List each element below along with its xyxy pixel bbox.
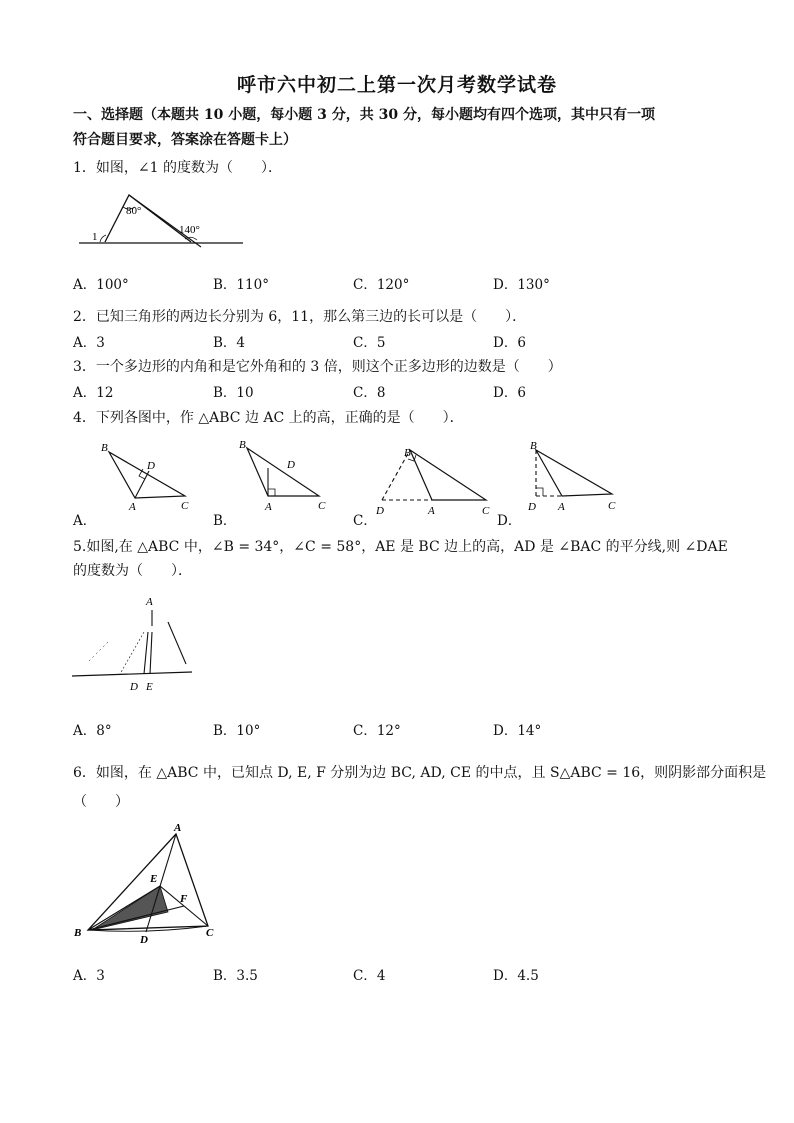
q6-option-b[interactable]: B．3.5 bbox=[213, 968, 258, 984]
q6-label-a: A bbox=[174, 822, 182, 834]
q4c-label-d: D bbox=[376, 505, 384, 517]
q2-option-c[interactable]: C．5 bbox=[353, 335, 386, 351]
question-1-figure bbox=[73, 185, 253, 250]
q6-label-d: D bbox=[140, 934, 148, 946]
q1-label-1: 1 bbox=[92, 231, 98, 243]
q5-label-a: A bbox=[146, 596, 153, 608]
q2-option-a[interactable]: A．3 bbox=[73, 335, 105, 351]
q5-label-e: E bbox=[146, 681, 153, 693]
question-5-figure bbox=[68, 592, 198, 697]
q4a-label-c: C bbox=[181, 500, 189, 512]
q3-option-b[interactable]: B．10 bbox=[213, 385, 254, 401]
section-heading-line2: 符合题目要求，答案涂在答题卡上） bbox=[73, 132, 297, 148]
q3-option-c[interactable]: C．8 bbox=[353, 385, 386, 401]
q3-option-d[interactable]: D．6 bbox=[493, 385, 526, 401]
q2-option-b[interactable]: B．4 bbox=[213, 335, 246, 351]
q6-option-c[interactable]: C．4 bbox=[353, 968, 386, 984]
q6-label-c: C bbox=[206, 927, 214, 939]
q4a-label-b: B bbox=[101, 442, 108, 454]
question-5-stem-line2: 的度数为（ ）． bbox=[73, 563, 192, 579]
q4b-label-d: D bbox=[287, 459, 295, 471]
q1-option-d[interactable]: D．130° bbox=[493, 277, 550, 293]
q4-figure-a bbox=[95, 438, 205, 518]
q1-label-140: 140° bbox=[179, 224, 200, 236]
q3-option-a[interactable]: A．12 bbox=[73, 385, 114, 401]
q4d-label-a: A bbox=[558, 501, 565, 513]
q6-option-a[interactable]: A．3 bbox=[73, 968, 105, 984]
q1-label-80: 80° bbox=[126, 205, 142, 217]
q6-label-b: B bbox=[74, 927, 82, 939]
q1-option-b[interactable]: B．110° bbox=[213, 277, 269, 293]
q4b-label-c: C bbox=[318, 500, 326, 512]
q4-figure-b bbox=[235, 436, 335, 518]
question-1-stem: 1．如图，∠1 的度数为（ ）． bbox=[73, 160, 282, 176]
q1-option-a[interactable]: A．100° bbox=[73, 277, 129, 293]
q6-label-e: E bbox=[150, 873, 158, 885]
q4-option-d[interactable]: D． bbox=[497, 513, 522, 529]
q4d-label-b: B bbox=[530, 440, 537, 452]
page-title: 呼市六中初二上第一次月考数学试卷 bbox=[236, 74, 557, 96]
q4c-label-a: A bbox=[428, 505, 435, 517]
q6-shaded-region bbox=[92, 886, 168, 930]
q6-option-d[interactable]: D．4.5 bbox=[493, 968, 539, 984]
q4b-label-b: B bbox=[239, 439, 246, 451]
question-6-stem-line2: （ ） bbox=[73, 794, 129, 810]
q4-figure-c bbox=[370, 440, 500, 518]
q5-option-d[interactable]: D．14° bbox=[493, 723, 542, 739]
q4-option-b[interactable]: B． bbox=[213, 513, 237, 529]
q2-option-d[interactable]: D．6 bbox=[493, 335, 526, 351]
q4d-label-d: D bbox=[528, 501, 536, 513]
question-3-stem: 3．一个多边形的内角和是它外角和的 3 倍，则这个正多边形的边数是（ ） bbox=[73, 359, 562, 375]
q4-figure-d bbox=[522, 436, 622, 516]
q5-label-d: D bbox=[130, 681, 138, 693]
question-4-stem: 4．下列各图中，作 △ABC 边 AC 上的高，正确的是（ ）． bbox=[73, 410, 464, 426]
q6-label-f: F bbox=[180, 893, 188, 905]
q1-option-c[interactable]: C．120° bbox=[353, 277, 410, 293]
q4a-label-d: D bbox=[147, 460, 155, 472]
q5-option-c[interactable]: C．12° bbox=[353, 723, 401, 739]
q5-option-a[interactable]: A．8° bbox=[73, 723, 112, 739]
q4c-label-b: B bbox=[404, 447, 411, 459]
question-6-figure bbox=[70, 818, 230, 950]
q4b-label-a: A bbox=[265, 501, 272, 513]
section-heading-line1: 一、选择题（本题共 10 小题，每小题 3 分，共 30 分，每小题均有四个选项，其中只有一项 bbox=[73, 107, 655, 123]
question-2-stem: 2．已知三角形的两边长分别为 6，11，那么第三边的长可以是（ ）． bbox=[73, 309, 527, 325]
question-6-stem-line1: 6．如图，在 △ABC 中，已知点 D, E, F 分别为边 BC, AD, CE 的中点，且 S△ABC = 16，则阴影部分面积是 bbox=[73, 765, 767, 781]
question-5-stem-line1: 5.如图,在 △ABC 中，∠B = 34°，∠C = 58°，AE 是 BC 边上的高，AD 是 ∠BAC 的平分线,则 ∠DAE bbox=[73, 539, 728, 555]
q4c-label-c: C bbox=[482, 505, 490, 517]
q4-option-a[interactable]: A． bbox=[73, 513, 97, 529]
q4a-label-a: A bbox=[129, 501, 136, 513]
q4d-label-c: C bbox=[608, 500, 616, 512]
q5-option-b[interactable]: B．10° bbox=[213, 723, 261, 739]
q4-option-c[interactable]: C． bbox=[353, 513, 377, 529]
